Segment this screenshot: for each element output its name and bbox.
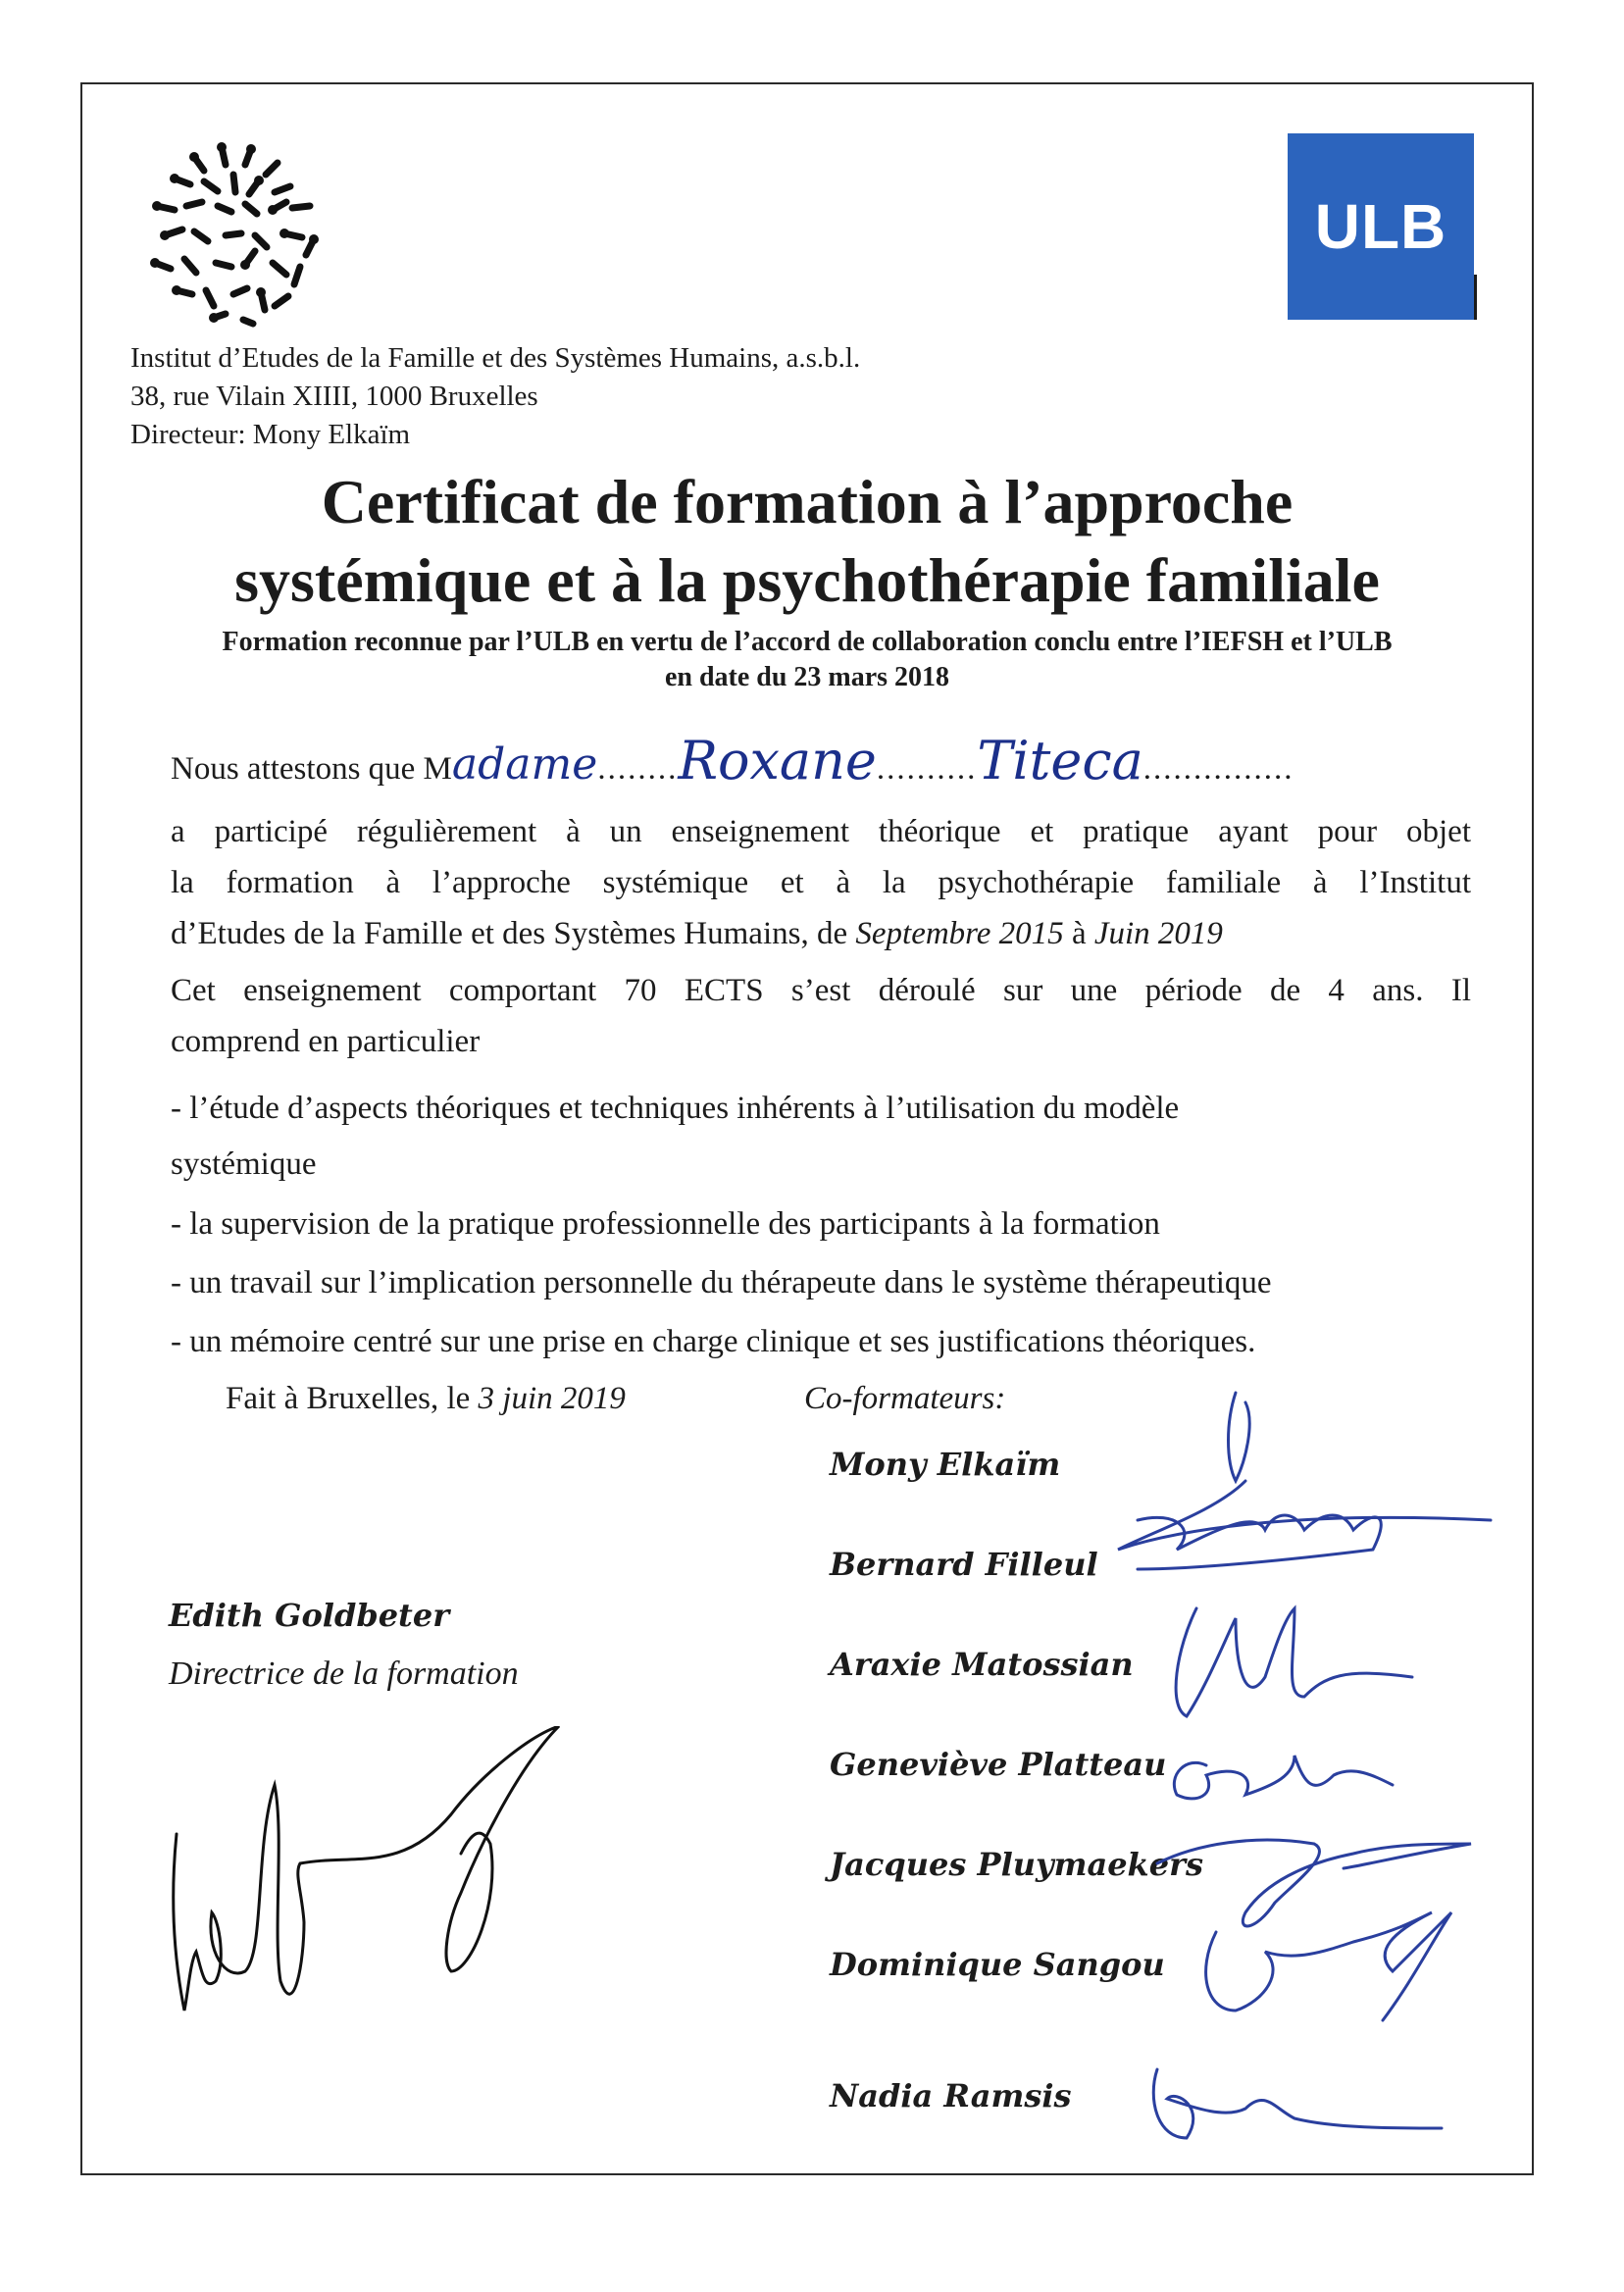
director-signature (157, 1726, 569, 2040)
period-intro: d’Etudes de la Famille et des Systèmes Humains, de (171, 916, 856, 951)
certificate-title-line2: systémique et à la psychothérapie familiale (234, 545, 1380, 615)
coformateur-name: Jacques Pluymaekers (830, 1846, 1203, 1883)
coformateurs-signatures (1098, 1383, 1608, 2167)
ulb-logo-text: ULB (1314, 191, 1447, 262)
ulb-logo (1288, 133, 1474, 320)
paragraph1-line1: a participé régulièrement à un enseignement théorique et pratique ayant pour objet (171, 814, 1471, 849)
paragraph1-line3 (171, 914, 1471, 953)
attestation-line (171, 730, 1471, 800)
period-end: Juin 2019 (1093, 916, 1223, 951)
dots-3: ............... (1142, 751, 1294, 787)
paragraph1-line2: la formation à l’approche systémique et à la psychothérapie familiale à l’Institut (171, 865, 1471, 900)
dots-2: .......... (876, 751, 978, 787)
place-date-prefix: Fait à Bruxelles, le (226, 1381, 479, 1416)
coformateur-name: Nadia Ramsis (830, 2077, 1072, 2114)
certificate-title-line1: Certificat de formation à l’approche (321, 467, 1294, 536)
coformateurs-label: Co-formateurs: (804, 1381, 1006, 1416)
director-role: Directrice de la formation (169, 1655, 519, 1692)
coformateur-name: Araxie Matossian (830, 1646, 1134, 1683)
director-name: Edith Goldbeter (169, 1597, 450, 1634)
dots-1: ........ (597, 751, 679, 787)
handwritten-title: adame (451, 739, 598, 789)
coformateur-name: Bernard Filleul (830, 1546, 1098, 1583)
institute-director: Directeur: Mony Elkaïm (130, 419, 411, 450)
place-date-value: 3 juin 2019 (478, 1381, 626, 1416)
list-item: - la supervision de la pratique professionnelle des participants à la formation (171, 1206, 1160, 1242)
recognition-line2: en date du 23 mars 2018 (664, 662, 950, 692)
recognition-line1: Formation reconnue par l’ULB en vertu de l’accord de collaboration conclu entre l’IEFSH et l’ULB (222, 627, 1393, 657)
handwritten-first-name: Roxane (678, 730, 877, 791)
period-sep: à (1063, 916, 1094, 951)
paragraph2-line1: Cet enseignement comportant 70 ECTS s’est déroulé sur une période de 4 ans. Il (171, 973, 1471, 1008)
paragraph2-line2: comprend en particulier (171, 1024, 481, 1059)
coformateur-name: Geneviève Platteau (830, 1746, 1167, 1783)
institute-name: Institut d’Etudes de la Famille et des Systèmes Humains, a.s.b.l. (130, 342, 861, 374)
coformateur-name: Mony Elkaïm (830, 1446, 1061, 1483)
ulb-logo-edge (1474, 275, 1477, 320)
coformateur-name: Dominique Sangou (830, 1946, 1165, 1983)
attestation-prefix: Nous attestons que M (171, 751, 452, 787)
iefsh-logo-icon (135, 137, 341, 333)
place-date (226, 1381, 626, 1417)
list-item: - l’étude d’aspects théoriques et techniques inhérents à l’utilisation du modèle (171, 1091, 1180, 1126)
period-start: Septembre 2015 (855, 916, 1064, 951)
list-item: systémique (171, 1146, 317, 1182)
list-item: - un mémoire centré sur une prise en charge clinique et ses justifications théoriques. (171, 1324, 1256, 1359)
list-item: - un travail sur l’implication personnelle du thérapeute dans le système thérapeutique (171, 1265, 1272, 1300)
institute-address: 38, rue Vilain XIIII, 1000 Bruxelles (130, 381, 538, 412)
handwritten-last-name: Titeca (977, 730, 1143, 791)
